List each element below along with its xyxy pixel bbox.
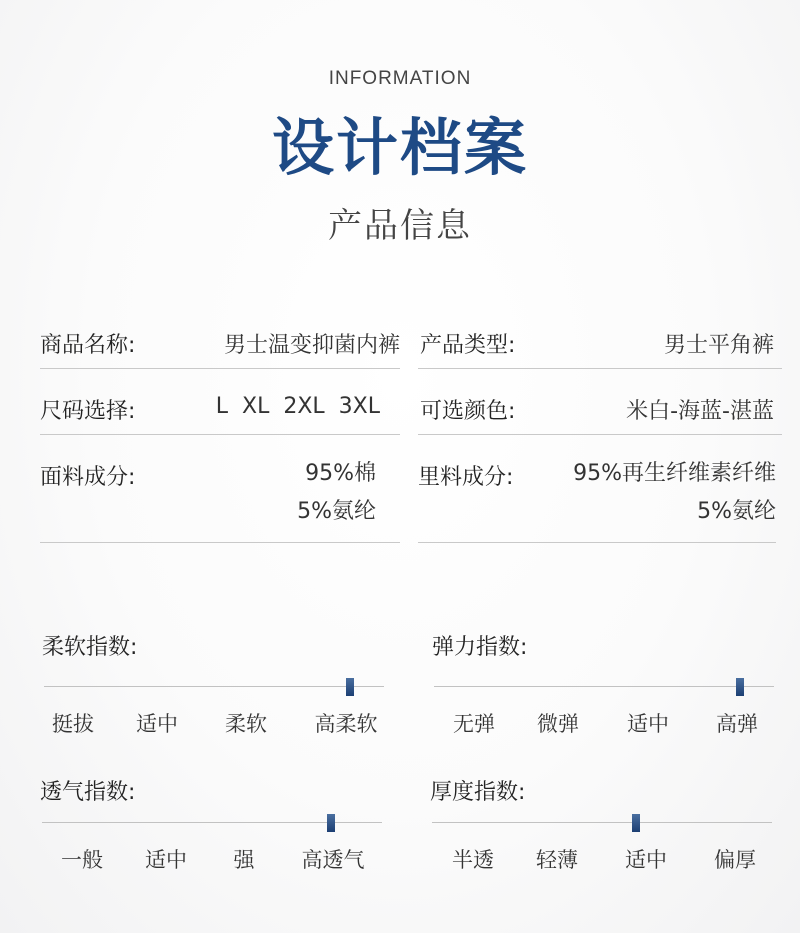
elasticity-index-label: 弹力指数: [432,635,528,660]
color-label: 可选颜色: [420,399,516,424]
divider [40,368,400,369]
softness-marker [346,678,354,696]
product-type-label: 产品类型: [420,333,516,358]
size-value: L XL 2XL 3XL [215,394,380,419]
divider [418,368,782,369]
breathability-index-label: 透气指数: [40,780,136,805]
softness-index-label: 柔软指数: [42,635,138,660]
lining-label: 里料成分: [418,465,514,490]
thickness-option: 适中 [625,848,667,872]
softness-option: 适中 [136,712,178,736]
divider [418,434,782,435]
divider [418,542,776,543]
thickness-option: 偏厚 [714,848,756,872]
elasticity-option: 微弹 [537,712,579,736]
product-name-label: 商品名称: [40,333,136,358]
divider [40,542,400,543]
breathability-option: 一般 [61,848,103,872]
elasticity-marker [736,678,744,696]
thickness-option: 半透 [452,848,494,872]
softness-option: 挺拔 [52,712,94,736]
breathability-marker [327,814,335,832]
page-subtitle: 产品信息 [328,206,472,246]
size-label: 尺码选择: [40,399,136,424]
thickness-track [432,822,772,823]
color-value: 米白-海蓝-湛蓝 [626,399,774,424]
elasticity-option: 无弹 [453,712,495,736]
page-title: 设计档案 [271,111,528,184]
breathability-option: 强 [233,848,255,872]
thickness-marker [632,814,640,832]
thickness-index-label: 厚度指数: [430,780,526,805]
breathability-option: 高透气 [301,848,365,872]
elasticity-option: 高弹 [716,712,758,736]
elasticity-option: 适中 [627,712,669,736]
softness-option: 高柔软 [314,712,378,736]
fabric-value-1: 95%棉 [305,461,376,486]
softness-track [44,686,384,687]
lining-value-1: 95%再生纤维素纤维 [573,461,776,486]
fabric-value-2: 5%氨纶 [297,499,376,524]
lining-value-2: 5%氨纶 [697,499,776,524]
product-type-value: 男士平角裤 [663,333,774,358]
divider [40,434,400,435]
softness-option: 柔软 [225,712,267,736]
fabric-label: 面料成分: [40,465,136,490]
thickness-option: 轻薄 [536,848,578,872]
section-kicker: INFORMATION [328,68,472,89]
breathability-option: 适中 [145,848,187,872]
elasticity-track [434,686,774,687]
product-name-value: 男士温变抑菌内裤 [223,333,400,358]
